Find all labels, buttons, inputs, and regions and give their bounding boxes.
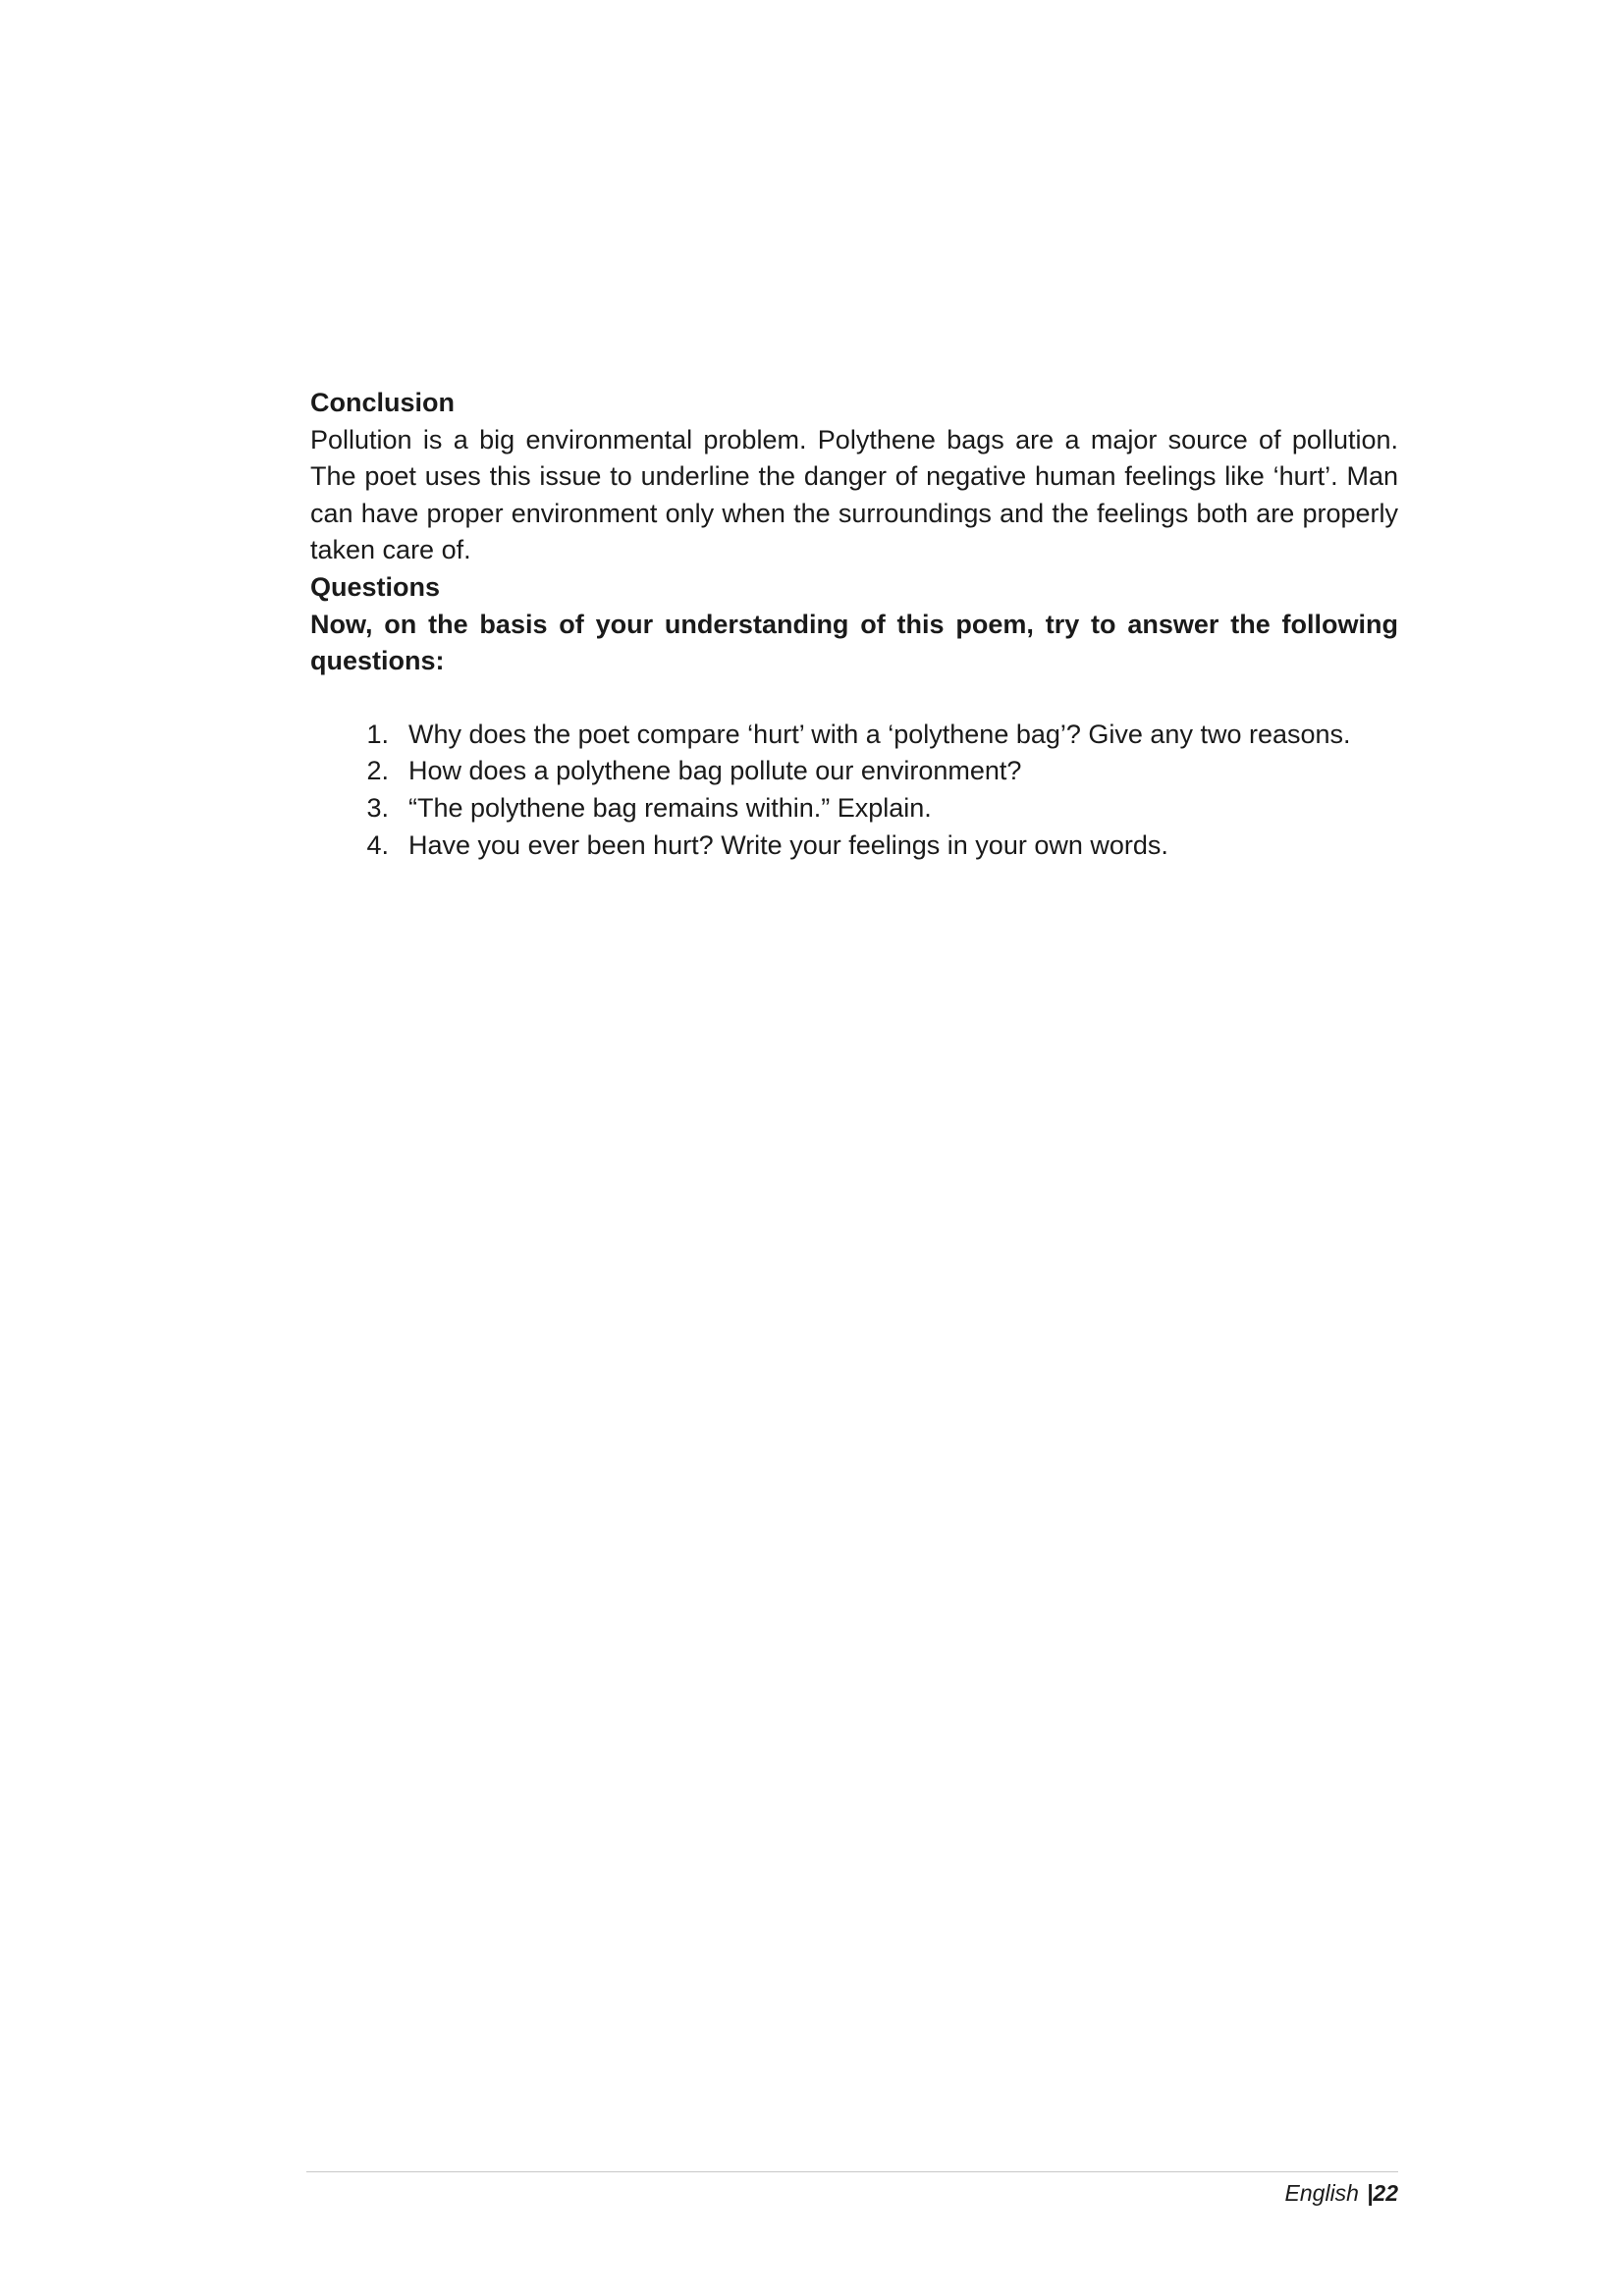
question-number: 3. bbox=[366, 792, 389, 823]
question-item bbox=[310, 828, 1398, 865]
conclusion-paragraph: Pollution is a big environmental problem. Polythene bags are a major source of pollution. The poet uses this issue to underline the danger of negative human feelings like ‘hurt’. Man can have proper environment only when the surroundings and the feelings both are properly taken care of. bbox=[310, 424, 1398, 565]
question-item bbox=[310, 753, 1398, 790]
question-text: How does a polythene bag pollute our environment? bbox=[408, 756, 1022, 786]
footer-divider bbox=[306, 2171, 1398, 2172]
question-number: 2. bbox=[366, 756, 389, 786]
footer-subject: English bbox=[1284, 2180, 1359, 2206]
question-text: Have you ever been hurt? Write your feelings in your own words. bbox=[408, 829, 1168, 860]
footer-separator: | bbox=[1366, 2180, 1374, 2206]
questions-instruction: Now, on the basis of your understanding of this poem, try to answer the following questions: bbox=[310, 609, 1398, 676]
question-number: 4. bbox=[366, 829, 389, 860]
question-item bbox=[310, 790, 1398, 828]
questions-heading: Questions bbox=[310, 571, 441, 602]
page-number: 22 bbox=[1373, 2180, 1398, 2206]
page-content bbox=[310, 385, 1398, 864]
page-footer bbox=[1285, 2177, 1398, 2209]
question-text: Why does the poet compare ‘hurt’ with a ‘polythene bag’? Give any two reasons. bbox=[408, 719, 1351, 749]
question-number: 1. bbox=[366, 719, 389, 749]
question-text: “The polythene bag remains within.” Explain. bbox=[408, 792, 932, 823]
question-item bbox=[310, 717, 1398, 754]
question-list bbox=[310, 717, 1398, 864]
conclusion-heading: Conclusion bbox=[310, 388, 455, 417]
